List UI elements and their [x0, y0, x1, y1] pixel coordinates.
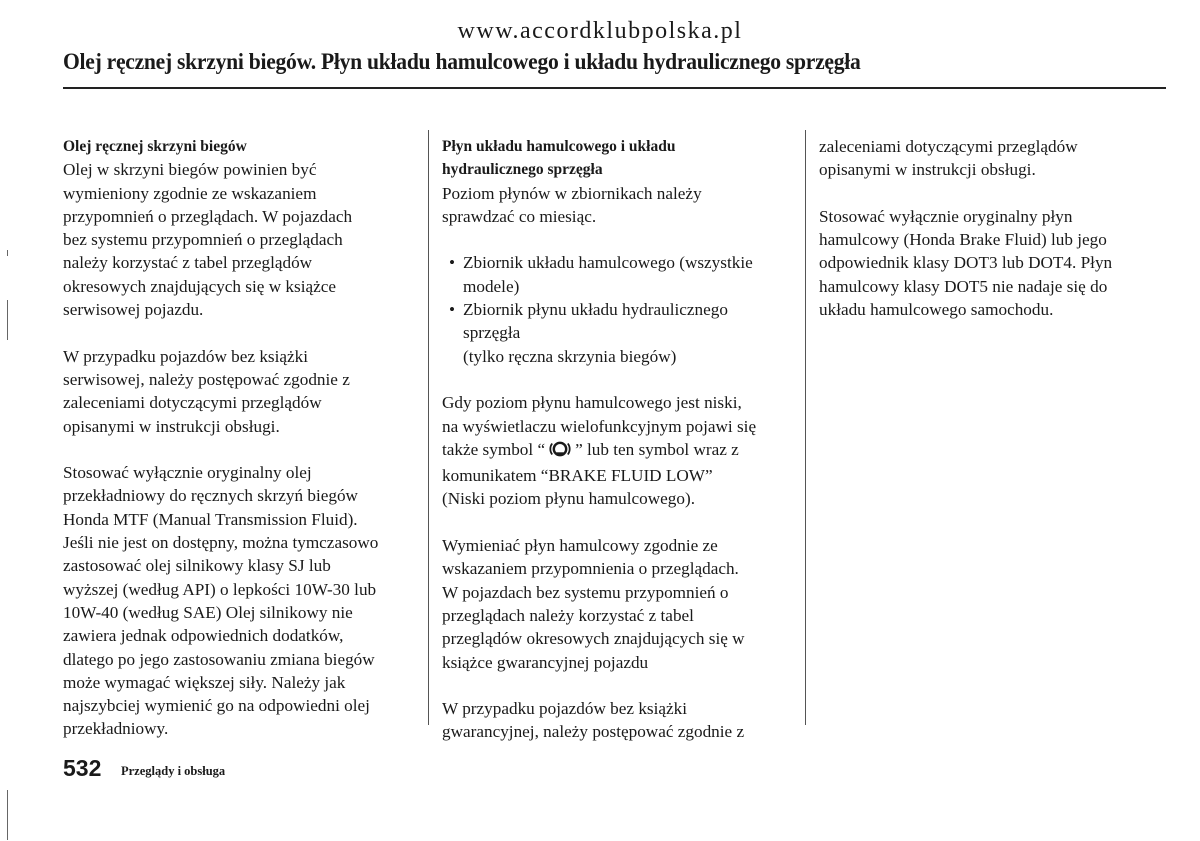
column-divider-2 [805, 130, 806, 725]
text-line: układu hamulcowego samochodu. [819, 300, 1054, 320]
text-line: serwisowej, należy postępować zgodnie z [63, 369, 350, 389]
text-line: Stosować wyłącznie oryginalny płyn [819, 206, 1073, 226]
text-line: okresowych znajdujących się w książce [63, 276, 336, 296]
text-line: wyższej (według API) o lepkości 10W-30 lub [63, 579, 377, 599]
text-line: sprawdzać co miesiąc. [442, 206, 597, 226]
list-item-continuation: sprzęgła [463, 323, 521, 343]
text-line: bez systemu przypomnień o przeglądach [63, 230, 343, 250]
text-line: zaleceniami dotyczącymi przeglądów [819, 137, 1078, 156]
list-item [442, 251, 792, 274]
text-line: Gdy poziom płynu hamulcowego jest niski, [442, 393, 742, 413]
column-brake-clutch-fluid [442, 135, 792, 744]
list-item-continuation: modele) [463, 276, 520, 296]
text-line: opisanymi w instrukcji obsługi. [819, 160, 1036, 180]
title-divider [63, 87, 1166, 89]
text-line: zawiera jednak odpowiednich dodatków, [63, 626, 344, 646]
text-line: W pojazdach bez systemu przypomnień o [442, 582, 729, 602]
paragraph [442, 182, 792, 229]
column-brake-fluid-continued [819, 135, 1169, 321]
text-fragment: także symbol “ [442, 439, 546, 459]
text-line: (Niski poziom płynu hamulcowego). [442, 489, 695, 509]
paragraph [819, 205, 1169, 321]
text-line: W przypadku pojazdów bez książki [63, 346, 308, 366]
list-item-continuation: (tylko ręczna skrzynia biegów) [463, 346, 677, 366]
page-title: Olej ręcznej skrzyni biegów. Płyn układu hamulcowego i układu hydraulicznego sprzęgła [63, 49, 861, 75]
section-heading: hydraulicznego sprzęgła [442, 161, 603, 179]
text-line: odpowiednik klasy DOT3 lub DOT4. Płyn [819, 253, 1113, 273]
text-line: 10W-40 (według SAE) Olej silnikowy nie [63, 602, 353, 622]
list-item-text: Zbiornik układu hamulcowego (wszystkie [463, 253, 753, 273]
text-line: Olej w skrzyni biegów powinien być [63, 160, 317, 180]
text-fragment: ” lub ten symbol wraz z [575, 439, 739, 459]
bullet-marker: • [449, 300, 456, 320]
text-line-with-symbol [442, 438, 792, 464]
paragraph [442, 697, 792, 744]
page-number: 532 [63, 755, 102, 781]
paragraph [63, 158, 418, 321]
text-line: książce gwarancyjnej pojazdu [442, 652, 649, 672]
text-line: serwisowej pojazdu. [63, 300, 204, 320]
text-line: hamulcowy klasy DOT5 nie nadaje się do [819, 276, 1108, 296]
text-line: przekładniowy. [63, 719, 169, 739]
text-line: W przypadku pojazdów bez książki [442, 699, 687, 719]
text-line: Jeśli nie jest on dostępny, można tymczasowo [63, 533, 379, 553]
text-line: gwarancyjnej, należy postępować zgodnie z [442, 722, 745, 742]
bullet-list [442, 251, 792, 367]
text-line: hamulcowy (Honda Brake Fluid) lub jego [819, 230, 1107, 250]
brake-fluid-warning-icon [549, 440, 571, 464]
paragraph [442, 391, 792, 510]
text-line: może wymagać większej siły. Należy jak [63, 672, 346, 692]
text-line: Stosować wyłącznie oryginalny olej [63, 463, 312, 483]
paragraph [63, 345, 418, 438]
text-line: należy korzystać z tabel przeglądów [63, 253, 313, 273]
margin-mark [7, 790, 8, 840]
text-line: przypomnień o przeglądach. W pojazdach [63, 206, 353, 226]
paragraph [63, 461, 418, 741]
paragraph [442, 534, 792, 674]
text-line: komunikatem “BRAKE FLUID LOW” [442, 466, 713, 486]
bullet-marker: • [449, 253, 456, 273]
column-divider-1 [428, 130, 429, 725]
margin-mark [7, 300, 8, 340]
text-line: przeglądach należy korzystać z tabel [442, 605, 694, 625]
text-line: zastosować olej silnikowy klasy SJ lub [63, 556, 331, 576]
text-line: dlatego po jego zastosowaniu zmiana biegów [63, 649, 375, 669]
text-line: na wyświetlaczu wielofunkcyjnym pojawi się [442, 416, 757, 436]
column-manual-transmission-oil [63, 135, 418, 741]
text-line: zaleceniami dotyczącymi przeglądów [63, 393, 322, 413]
section-name: Przeglądy i obsługa [121, 764, 226, 778]
section-heading: Płyn układu hamulcowego i układu [442, 138, 676, 155]
section-heading: Olej ręcznej skrzyni biegów [63, 138, 247, 155]
text-line: najszybciej wymienić go na odpowiedni olej [63, 696, 370, 716]
text-line: przeglądów okresowych znajdujących się w [442, 629, 745, 649]
text-line: Wymieniać płyn hamulcowy zgodnie ze [442, 536, 718, 556]
paragraph [819, 135, 1169, 182]
list-item [442, 298, 792, 321]
list-item-text: Zbiornik płynu układu hydraulicznego [463, 300, 728, 320]
text-line: opisanymi w instrukcji obsługi. [63, 416, 280, 436]
text-line: przekładniowy do ręcznych skrzyń biegów [63, 486, 358, 506]
text-line: wymieniony zgodnie ze wskazaniem [63, 183, 317, 203]
margin-mark [7, 250, 8, 256]
text-line: Poziom płynów w zbiornikach należy [442, 183, 702, 203]
text-line: Honda MTF (Manual Transmission Fluid). [63, 509, 358, 529]
text-line: wskazaniem przypomnienia o przeglądach. [442, 559, 739, 579]
watermark: www.accordklubpolska.pl [457, 18, 743, 44]
